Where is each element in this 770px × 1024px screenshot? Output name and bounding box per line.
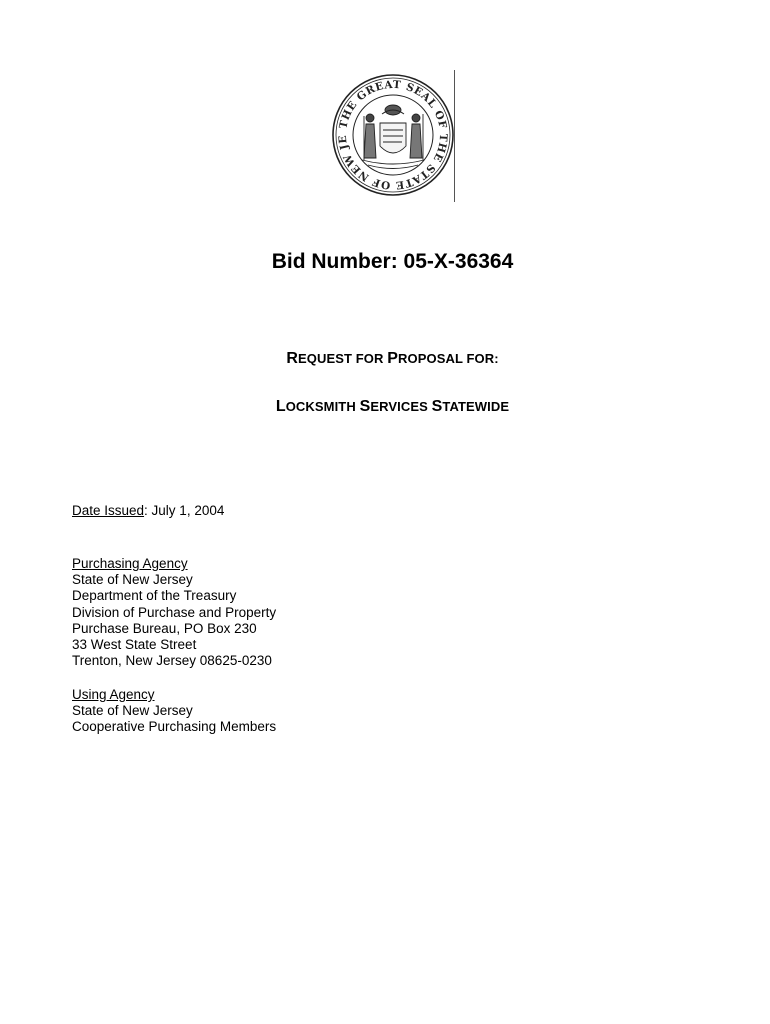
seal-divider — [454, 70, 455, 202]
purchasing-agency-heading: Purchasing Agency — [72, 556, 188, 571]
using-agency-heading: Using Agency — [72, 687, 155, 702]
svg-text:THE GREAT SEAL OF THE STATE OF: THE GREAT SEAL OF THE STATE OF NEW JE — [336, 78, 450, 192]
address-line: Trenton, New Jersey 08625-0230 — [72, 653, 272, 669]
address-line: 33 West State Street — [72, 637, 197, 653]
bid-number-heading — [0, 250, 770, 274]
bid-number-label: Bid Number: — [271, 250, 398, 273]
seal-icon — [330, 68, 456, 202]
date-issued-label: Date Issued — [72, 503, 145, 518]
rfp-title-line-2: LOCKSMITH SERVICES STATEWIDE — [275, 398, 510, 415]
using-agency-block — [72, 687, 276, 736]
agency-line: State of New Jersey — [72, 703, 193, 719]
purchasing-agency-block — [72, 556, 276, 669]
bid-number-value: 05-X-36364 — [403, 250, 514, 273]
address-line: Department of the Treasury — [72, 588, 237, 604]
date-issued — [72, 503, 224, 519]
address-line: State of New Jersey — [72, 572, 193, 588]
address-line: Purchase Bureau, PO Box 230 — [72, 620, 257, 636]
rfp-title-line-1: REQUEST FOR PROPOSAL FOR: — [286, 350, 499, 367]
state-seal — [330, 68, 456, 202]
address-line: Division of Purchase and Property — [72, 604, 277, 620]
date-issued-value: : July 1, 2004 — [144, 503, 225, 518]
agency-line: Cooperative Purchasing Members — [72, 719, 277, 735]
